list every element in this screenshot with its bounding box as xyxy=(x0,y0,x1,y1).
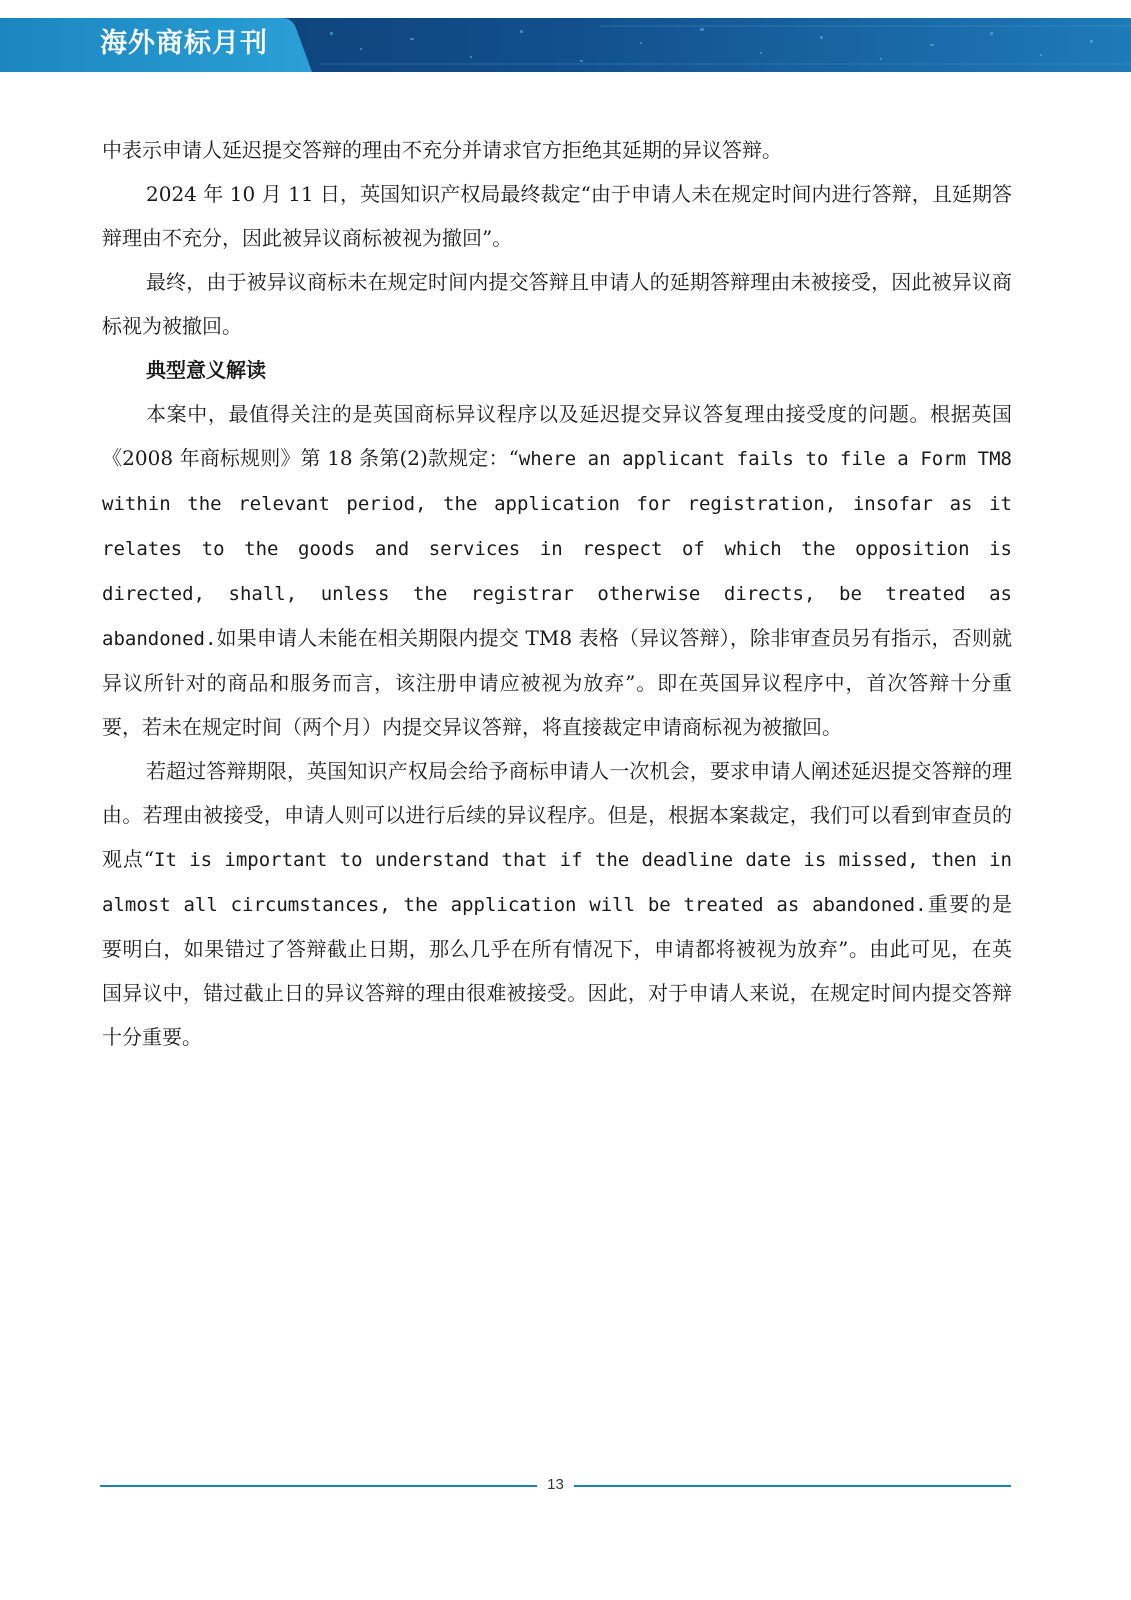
english-quote: It is important to understand that if the deadline date is missed, then in almost all circumstances, the application will be treated as abandoned. xyxy=(102,849,1012,916)
paragraph-text: 若超过答辩期限，英国知识产权局会给予商标申请人一次机会，要求申请人阐述延迟提交答辩的理由。若理由被接受，申请人则可以进行后续的异议程序。但是，根据本案裁定，我们可以看到审查员的观点“ xyxy=(102,759,1012,871)
section-heading: 典型意义解读 xyxy=(146,358,266,382)
paragraph: 最终，由于被异议商标未在规定时间内提交答辩且申请人的延期答辩理由未被接受，因此被异议商标视为被撤回。 xyxy=(102,270,1012,338)
footer-divider-left xyxy=(100,1485,537,1487)
publication-title: 海外商标月刊 xyxy=(100,28,268,59)
header-banner xyxy=(0,18,1131,72)
english-quote: where an applicant fails to file a Form TM8 within the relevant period, the application for registration, insofar as it relates to the goods and services in respect of which the opposition is directed, shall, unless the registrar otherwise directs, be treated as abandoned. xyxy=(102,448,1012,650)
page-number: 13 xyxy=(547,1476,564,1493)
paragraph: 2024 年 10 月 11 日，英国知识产权局最终裁定“由于申请人未在规定时间内进行答辩，且延期答辩理由不充分，因此被异议商标被视为撤回”。 xyxy=(102,182,1012,250)
paragraph: 中表示申请人延迟提交答辩的理由不充分并请求官方拒绝其延期的异议答辩。 xyxy=(102,138,782,162)
footer-divider-right xyxy=(574,1485,1011,1487)
article-body xyxy=(102,128,1012,1059)
paragraph-text: 重要的是要明白，如果错过了答辩截止日期，那么几乎在所有情况下，申请都将被视为放弃”。由此可见，在英国异议中，错过截止日的异议答辩的理由很难被接受。因此，对于申请人来说，在规定时间内提交答辩十分重要。 xyxy=(102,892,1013,1049)
paragraph xyxy=(102,392,1012,749)
paragraph-text: 如果申请人未能在相关期限内提交 TM8 表格（异议答辩），除非审查员另有指示，否则就异议所针对的商品和服务而言，该注册申请应被视为放弃”。即在英国异议程序中，首次答辩十分重要，若未在规定时间（两个月）内提交异议答辩，将直接裁定申请商标视为被撤回。 xyxy=(102,626,1012,739)
paragraph xyxy=(102,749,1012,1059)
paragraph-text: 本案中，最值得关注的是英国商标异议程序以及延迟提交异议答复理由接受度的问题。根据英国《2008 年商标规则》第 18 条第(2)款规定：“ xyxy=(102,402,1012,470)
